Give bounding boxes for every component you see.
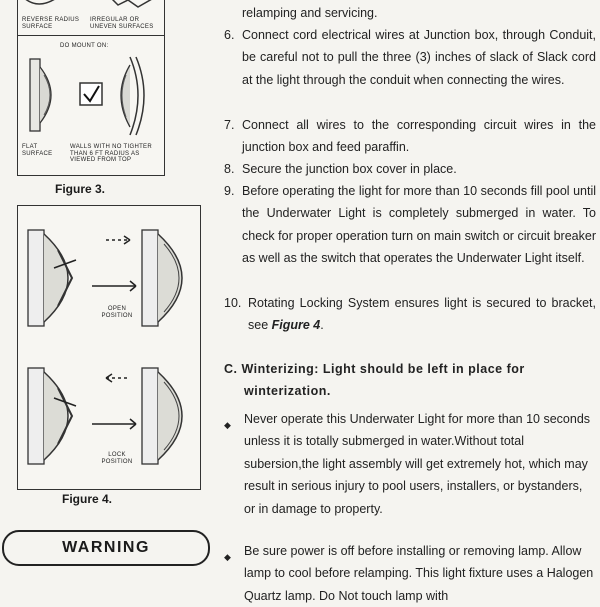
warning-banner: WARNING	[2, 530, 210, 566]
step-number: 9.	[224, 184, 235, 198]
step-number: 7.	[224, 118, 235, 132]
step-text: Secure the junction box cover in place.	[242, 162, 457, 176]
figure-4-reference: Figure 4	[271, 318, 321, 333]
step-number: 8.	[224, 162, 235, 176]
step-text-pre: Rotating Locking System ensures light is secured to bracket, see	[248, 296, 596, 333]
step-text	[248, 292, 596, 337]
open-position-label: OPEN POSITION	[101, 306, 133, 319]
left-column	[0, 0, 215, 600]
section-c-heading-cont: winterization.	[244, 384, 331, 398]
step-number: 10.	[224, 296, 242, 310]
figure-3-diagram	[17, 0, 165, 176]
step-text: Connect all wires to the corresponding circuit wires in the junction box and feed paraffin.	[242, 118, 596, 155]
lock-position-label: LOCK POSITION	[101, 452, 133, 465]
diamond-bullet-icon: ◆	[224, 552, 231, 562]
figure-4-caption: Figure 4.	[62, 492, 113, 506]
flat-surface-label: FLAT SURFACE	[22, 144, 53, 157]
irregular-surface-label: IRREGULAR OR UNEVEN SURFACES	[90, 17, 154, 30]
step-text-post: .	[320, 318, 324, 333]
step-number: 6.	[224, 28, 235, 42]
do-mount-label: DO MOUNT ON:	[60, 43, 109, 49]
bullet-item: Never operate this Underwater Light for more than 10 seconds unless it is totally submerged in water.Without total subersion,the light assembly will get extremely hot, which may result in serious injury to pool users, installers, or bystanders, or in damage to property.	[244, 412, 591, 516]
bullet-item: Be sure power is off before installing or removing lamp. Allow lamp to cool before relamping. This light fixture uses a Halogen Quartz lamp. Do Not touch lamp with	[244, 544, 594, 603]
step-text: Connect cord electrical wires at Junction box, through Conduit, be careful not to pull the three (3) inches of slack of Slack cord at the light through the conduit when connecting the wires.	[242, 28, 596, 87]
instructions-column	[222, 0, 596, 603]
figure-3-caption: Figure 3.	[55, 182, 106, 196]
reverse-radius-label: REVERSE RADIUS SURFACE	[22, 17, 80, 30]
step-text: Before operating the light for more than 10 seconds fill pool until the Underwater Light is completely submerged in water. To check for proper operation turn on main switch or circuit breaker as well as the switch that operates the Underwater Light itself.	[242, 184, 596, 266]
divider	[18, 35, 164, 36]
walls-radius-label: WALLS WITH NO TIGHTER THAN 6 FT RADIUS AS VIEWED FROM TOP	[70, 144, 152, 163]
diamond-bullet-icon: ◆	[224, 420, 231, 430]
mount-sketch	[18, 53, 164, 139]
figure-4-diagram	[17, 205, 201, 490]
section-c-heading: C. Winterizing: Light should be left in place for	[224, 362, 525, 376]
step-text: relamping and servicing.	[242, 6, 378, 20]
